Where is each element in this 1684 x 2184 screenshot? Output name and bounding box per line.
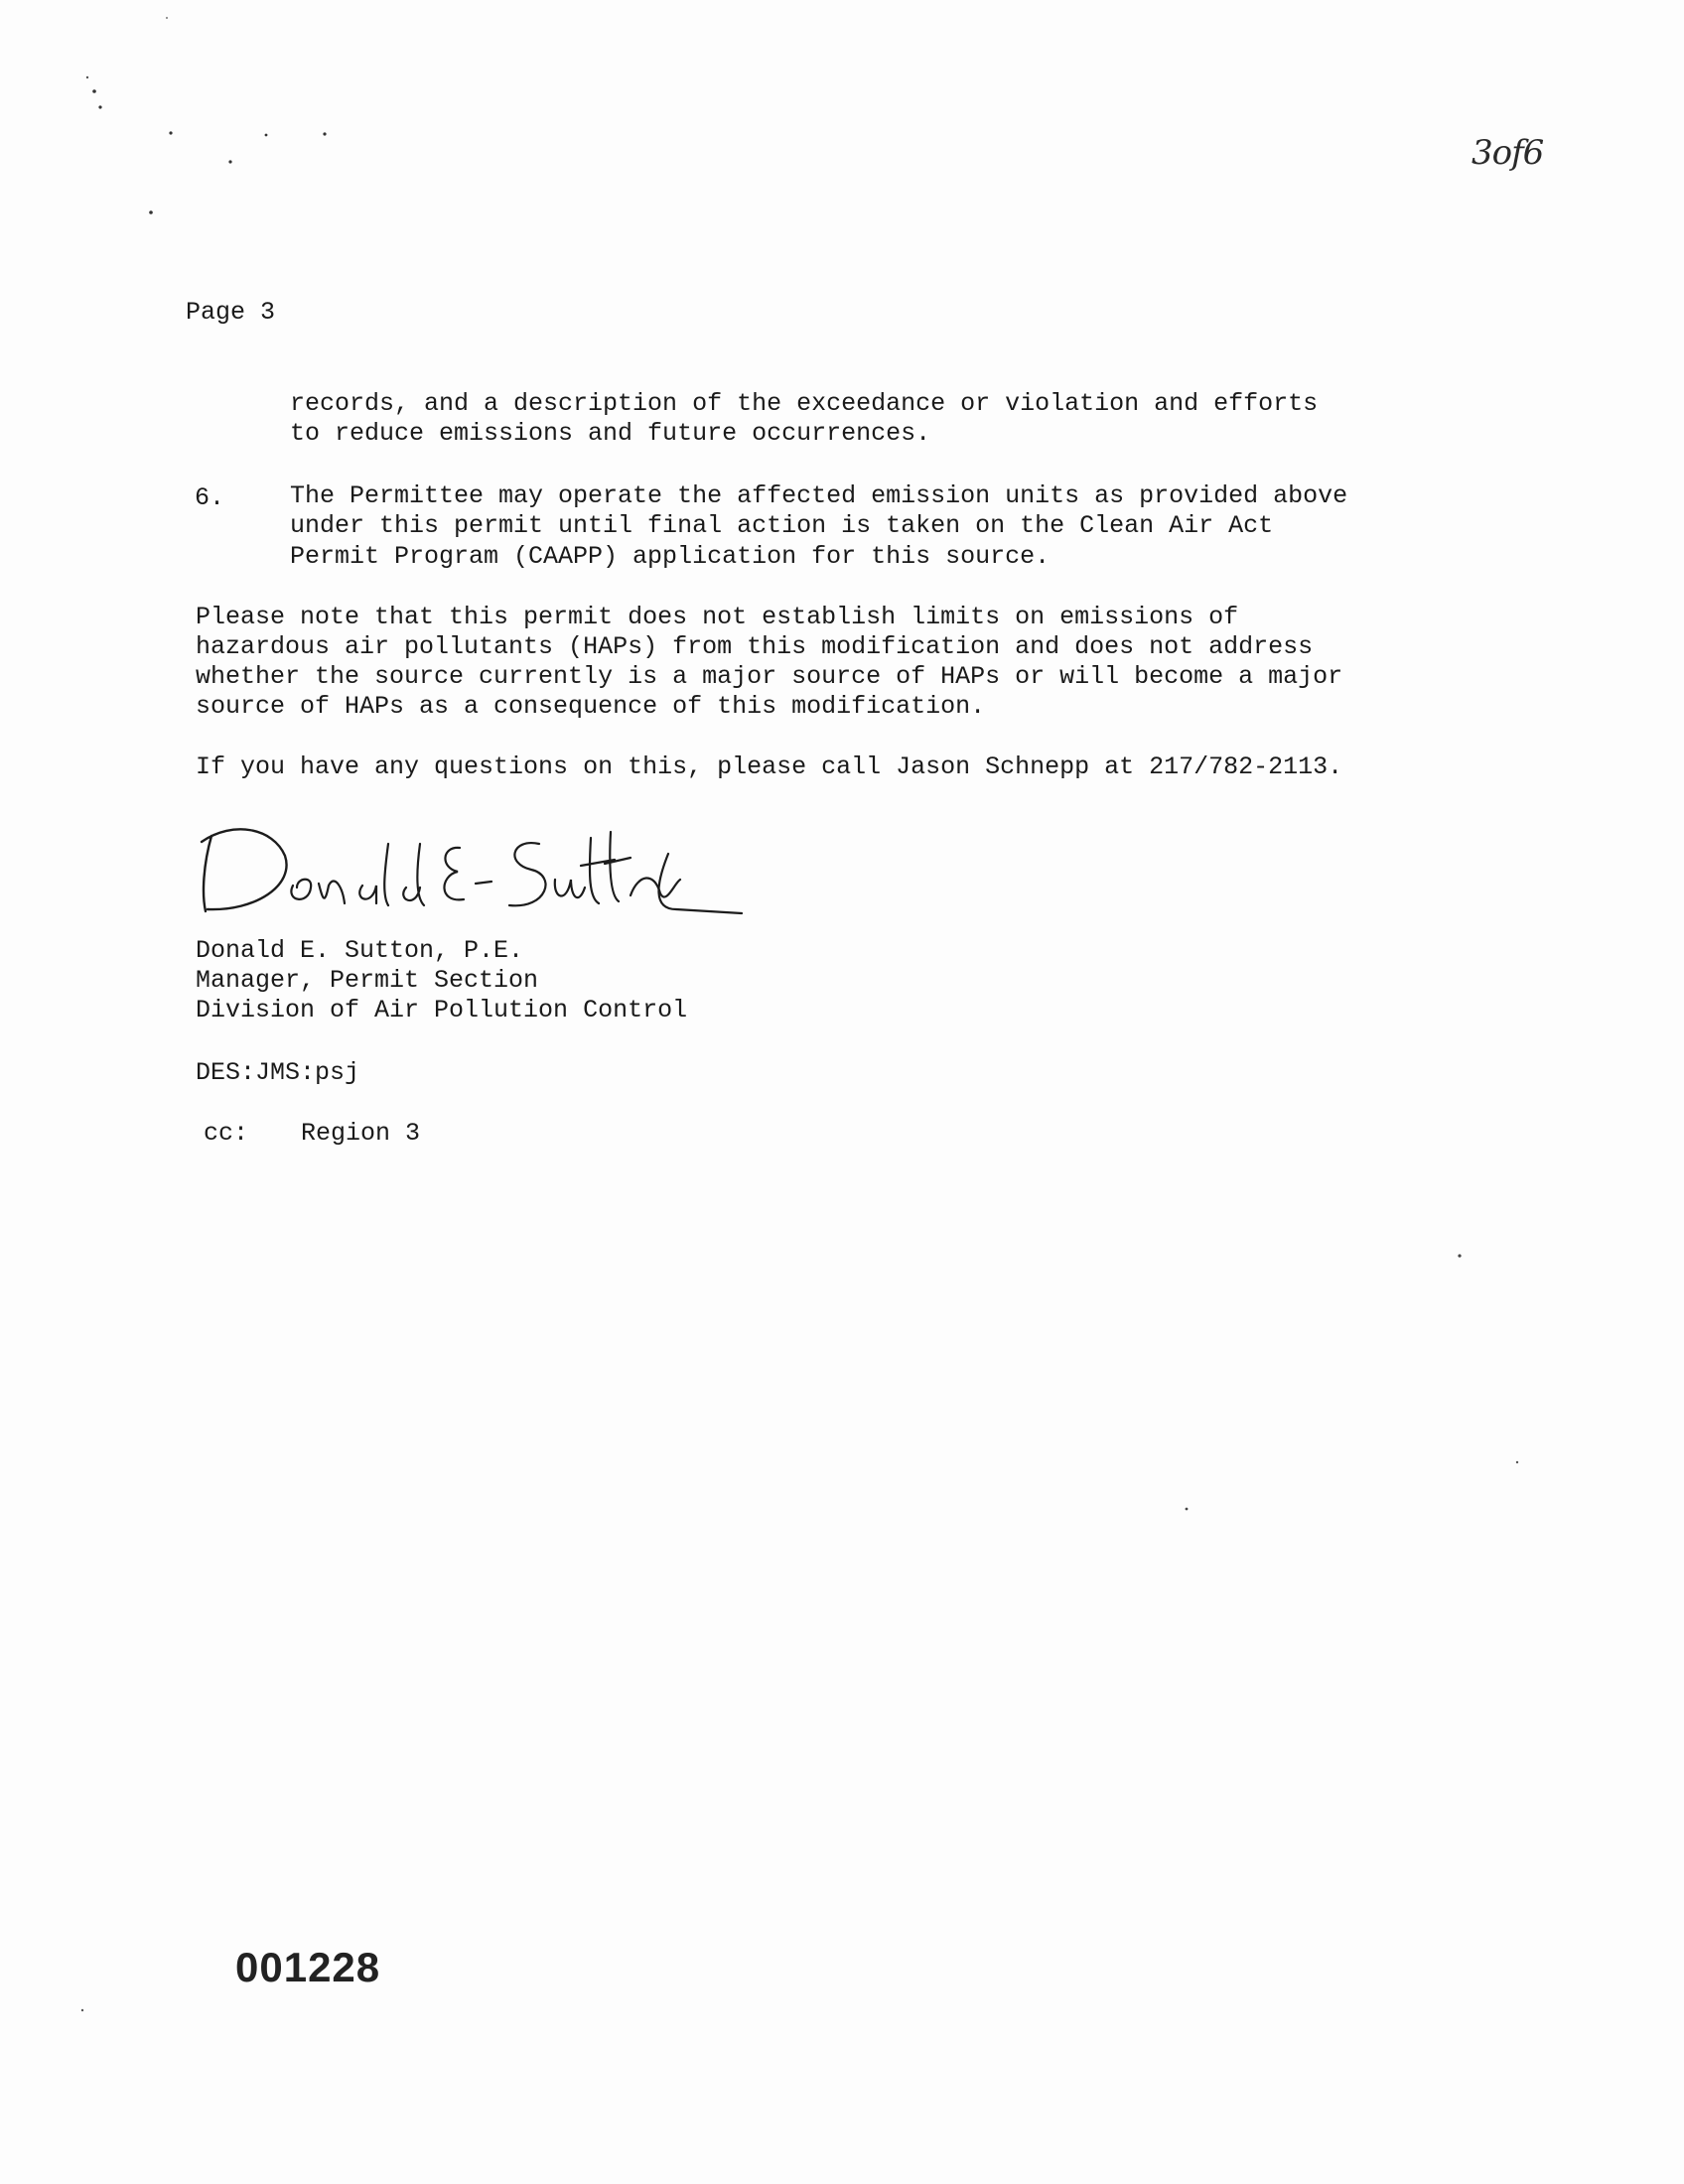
cc-label: cc: — [204, 1119, 249, 1148]
item6-line-2: under this permit until final action is taken on the Clean Air Act — [290, 511, 1274, 540]
note-line-3: whether the source currently is a major source of HAPs or will become a major — [196, 662, 1343, 691]
cc-recipient: Region 3 — [301, 1119, 421, 1148]
page-label: Page 3 — [186, 298, 276, 327]
note-line-2: hazardous air pollutants (HAPs) from this modification and does not address — [196, 632, 1314, 661]
note-line-1: Please note that this permit does not establish limits on emissions of — [196, 603, 1239, 631]
contact-line: If you have any questions on this, please call Jason Schnepp at 217/782-2113. — [196, 752, 1343, 781]
reference-initials: DES:JMS:psj — [196, 1058, 360, 1087]
item-number-6: 6. — [195, 483, 225, 512]
handwritten-signature — [194, 814, 750, 923]
note-line-4: source of HAPs as a consequence of this modification. — [196, 692, 986, 721]
signatory-name: Donald E. Sutton, P.E. — [196, 936, 524, 965]
bates-number: 001228 — [235, 1944, 381, 1990]
handwritten-page-count: 3of6 — [1472, 133, 1544, 173]
signatory-division: Division of Air Pollution Control — [196, 996, 688, 1024]
signatory-title: Manager, Permit Section — [196, 966, 539, 995]
item6-line-3: Permit Program (CAAPP) application for this source. — [290, 542, 1051, 571]
continuation-line-2: to reduce emissions and future occurrences. — [290, 419, 931, 448]
item6-line-1: The Permittee may operate the affected emission units as provided above — [290, 481, 1348, 510]
continuation-line-1: records, and a description of the exceedance or violation and efforts — [290, 389, 1319, 418]
